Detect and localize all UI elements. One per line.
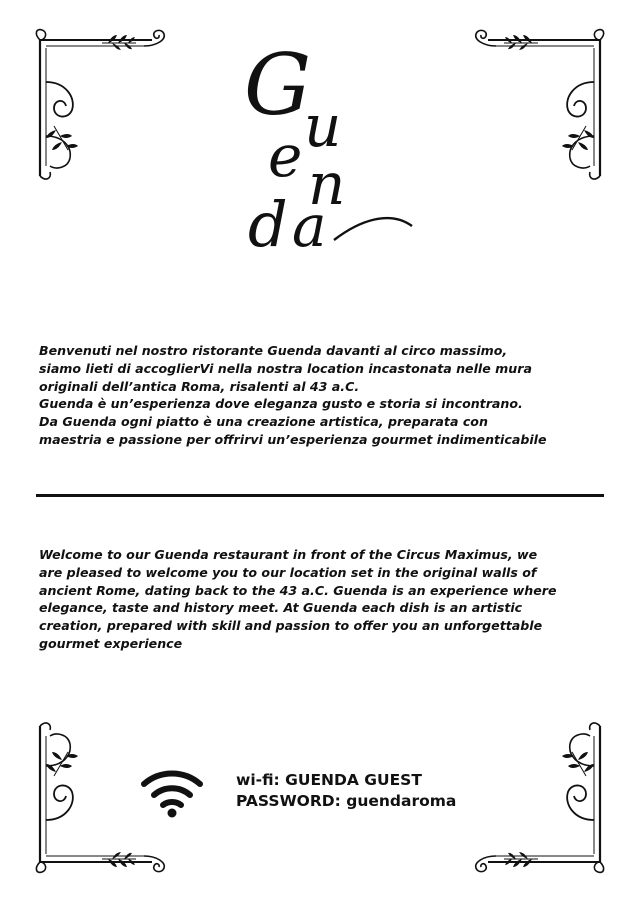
svg-text:a: a	[292, 192, 327, 260]
corner-ornament-top-left	[32, 26, 172, 186]
english-line: are pleased to welcome you to our location set in the original walls of	[39, 564, 537, 580]
italian-line: Benvenuti nel nostro ristorante Guenda davanti al circo massimo,	[39, 343, 508, 358]
wifi-credentials	[236, 770, 456, 812]
svg-text:n: n	[308, 150, 346, 218]
italian-line: originali dell’antica Roma, risalenti al 43 a.C.	[39, 378, 360, 394]
italian-line: maestria e passione per offrirvi un’esperienza gourmet indimenticabile	[39, 431, 547, 447]
english-welcome-text	[39, 546, 604, 653]
section-divider	[36, 494, 604, 497]
svg-text:u: u	[304, 92, 342, 160]
italian-welcome-text	[39, 342, 604, 449]
corner-ornament-top-right	[468, 26, 608, 186]
english-line: ancient Rome, dating back to the 43 a.C. Guenda is an experience where	[39, 582, 557, 598]
italian-line: siamo lieti di accoglierVi nella nostra location incastonata nelle mura	[39, 360, 532, 376]
english-line: creation, prepared with skill and passion to offer you an unforgettable	[39, 618, 543, 634]
italian-line: Guenda è un’esperienza dove eleganza gusto e storia si incontrano.	[39, 396, 523, 412]
svg-text:G: G	[244, 40, 312, 134]
corner-ornament-bottom-right	[468, 716, 608, 876]
wifi-icon	[140, 768, 204, 818]
italian-line: Da Guenda ogni piatto è una creazione artistica, preparata con	[39, 414, 488, 430]
wifi-password: PASSWORD: guendaroma	[236, 792, 457, 810]
english-line: Welcome to our Guenda restaurant in front of the Circus Maximus, we	[39, 547, 538, 562]
english-line: elegance, taste and history meet. At Guenda each dish is an artistic	[39, 600, 523, 616]
guenda-logo	[230, 40, 420, 260]
svg-text:d: d	[248, 188, 288, 260]
svg-text:e: e	[268, 122, 303, 190]
wifi-network-name: wi-fi: GUENDA GUEST	[236, 771, 422, 789]
english-line: gourmet experience	[39, 635, 183, 651]
